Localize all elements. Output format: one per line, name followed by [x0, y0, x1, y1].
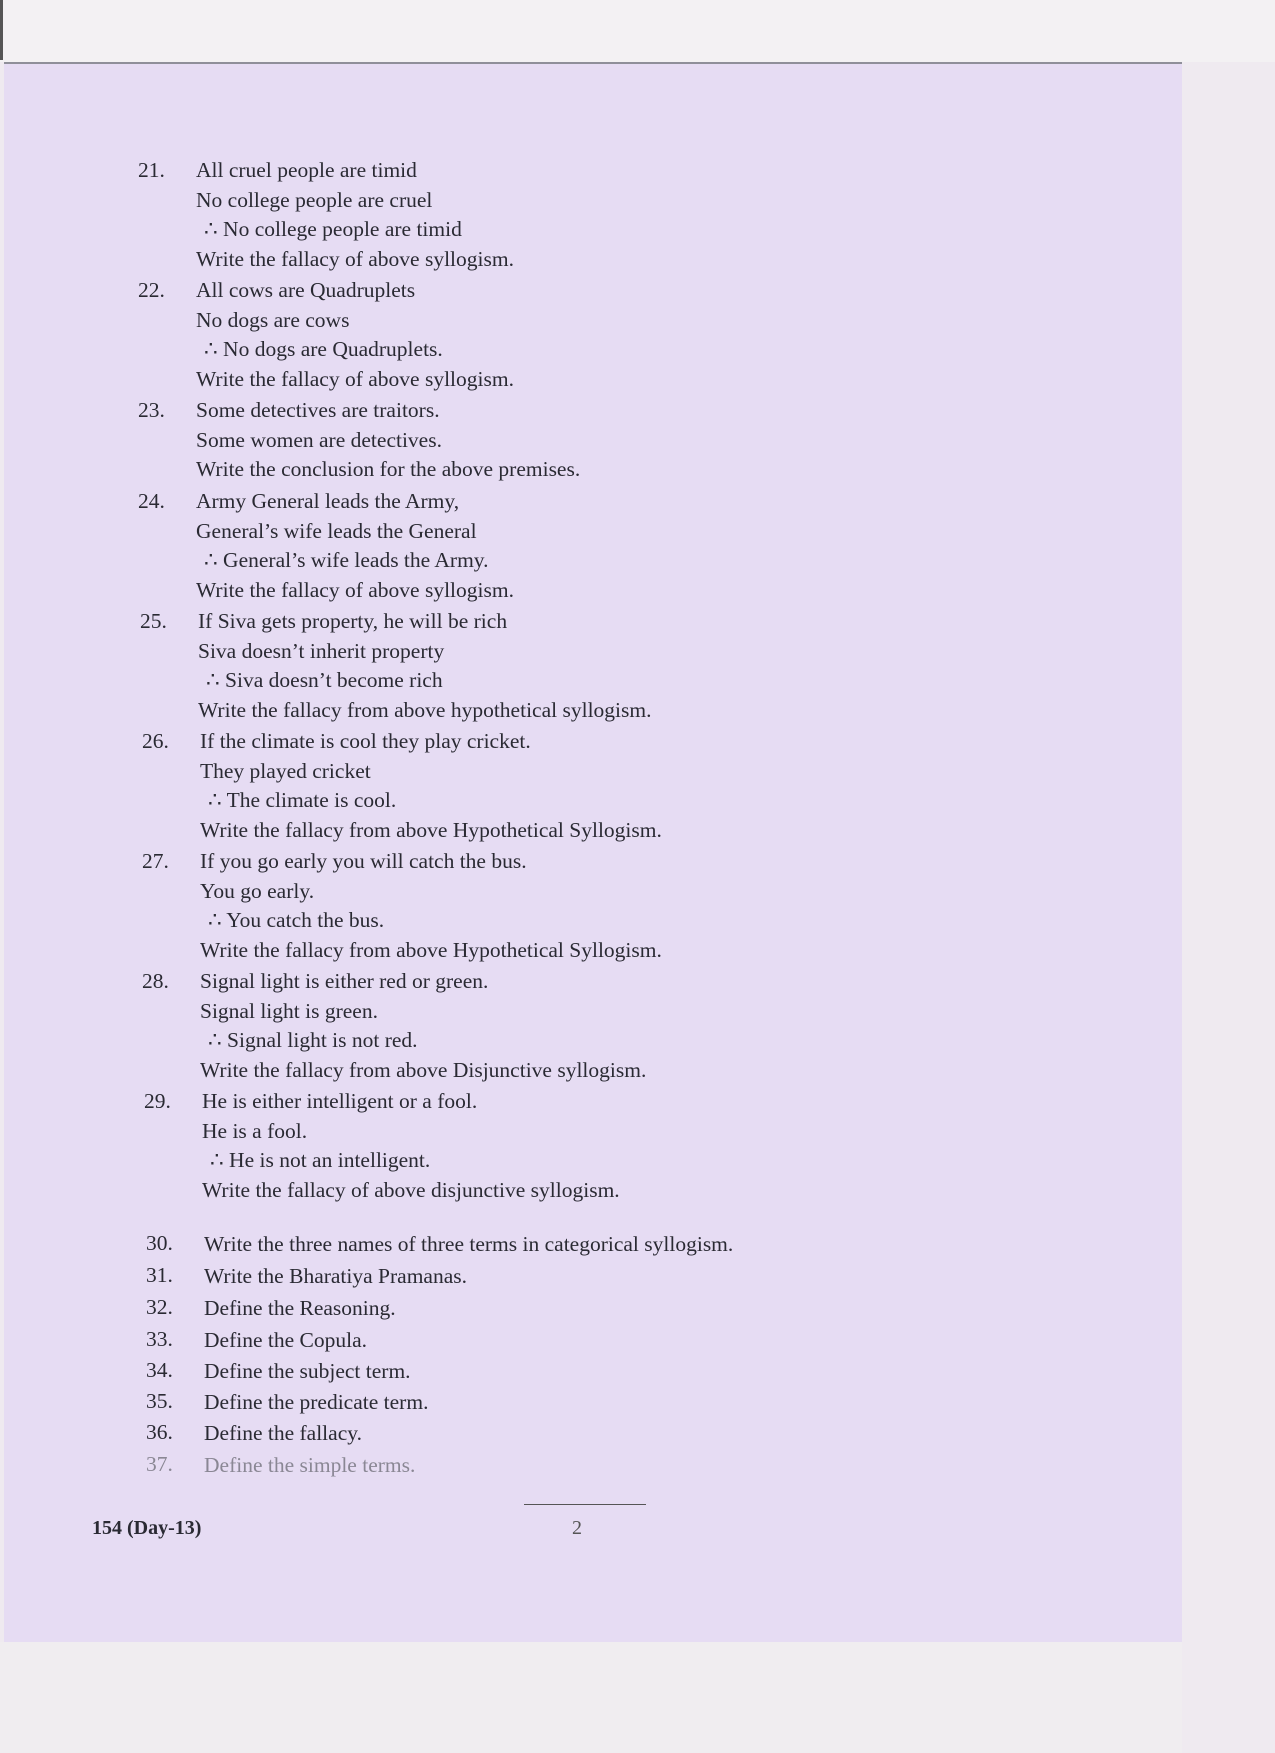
- page-number: 2: [572, 1517, 582, 1539]
- premise-line: He is either intelligent or a fool.: [202, 1089, 478, 1113]
- scan-background-bottom: [0, 1642, 1182, 1753]
- premise-line: No college people are cruel: [196, 187, 433, 212]
- instruction-line: Write the fallacy from above Hypothetical Syllogism.: [200, 817, 662, 842]
- conclusion-line: ∴ No dogs are Quadruplets.: [204, 337, 443, 361]
- question-number: 37.: [146, 1452, 173, 1476]
- question-text: Define the subject term.: [204, 1359, 411, 1383]
- premise-line: You go early.: [200, 878, 315, 903]
- question-number: 24.: [138, 489, 165, 513]
- question-number: 25.: [140, 609, 167, 633]
- question-number: 27.: [142, 849, 169, 873]
- premise-line: Army General leads the Army,: [196, 489, 460, 513]
- instruction-line: Write the fallacy of above syllogism.: [196, 366, 514, 391]
- question-text: Define the predicate term.: [204, 1390, 429, 1414]
- question-number: 33.: [146, 1327, 173, 1351]
- premise-line: Some detectives are traitors.: [196, 398, 440, 422]
- conclusion-line: ∴ He is not an intelligent.: [210, 1148, 431, 1172]
- question-number: 21.: [138, 158, 165, 182]
- premise-line: No dogs are cows: [196, 307, 350, 332]
- conclusion-line: ∴ No college people are timid: [204, 217, 462, 241]
- question-number: 30.: [146, 1231, 173, 1255]
- conclusion-line: ∴ General’s wife leads the Army.: [204, 548, 489, 572]
- scan-background-right: [1182, 62, 1275, 1753]
- question-number: 34.: [146, 1358, 173, 1382]
- question-number: 35.: [146, 1389, 173, 1413]
- paper-code: 154 (Day-13): [92, 1517, 202, 1539]
- premise-line: They played cricket: [200, 758, 371, 783]
- footer-divider: [524, 1504, 646, 1505]
- premise-line: If the climate is cool they play cricket.: [200, 729, 531, 753]
- premise-line: All cruel people are timid: [196, 158, 417, 182]
- scan-edge-mark: [0, 0, 3, 60]
- conclusion-line: ∴ You catch the bus.: [208, 908, 385, 932]
- question-number: 29.: [144, 1089, 171, 1113]
- instruction-line: Write the fallacy of above disjunctive syllogism.: [202, 1177, 620, 1202]
- question-number: 32.: [146, 1295, 173, 1319]
- question-text: Write the three names of three terms in categorical syllogism.: [204, 1232, 734, 1256]
- premise-line: Some women are detectives.: [196, 427, 442, 452]
- instruction-line: Write the fallacy of above syllogism.: [196, 246, 514, 271]
- conclusion-line: ∴ The climate is cool.: [208, 788, 397, 812]
- instruction-line: Write the conclusion for the above premises.: [196, 457, 581, 481]
- conclusion-line: ∴ Siva doesn’t become rich: [206, 668, 443, 692]
- premise-line: General’s wife leads the General: [196, 518, 477, 543]
- instruction-line: Write the fallacy of above syllogism.: [196, 577, 514, 602]
- conclusion-line: ∴ Signal light is not red.: [208, 1028, 418, 1052]
- scan-background-top: [0, 0, 1275, 62]
- question-text: Define the fallacy.: [204, 1421, 362, 1445]
- premise-line: If Siva gets property, he will be rich: [198, 609, 508, 633]
- instruction-line: Write the fallacy from above Hypothetical Syllogism.: [200, 937, 662, 962]
- question-number: 22.: [138, 278, 165, 302]
- premise-line: He is a fool.: [202, 1118, 308, 1143]
- premise-line: All cows are Quadruplets: [196, 278, 416, 302]
- question-number: 26.: [142, 729, 169, 753]
- question-text: Define the Reasoning.: [204, 1296, 396, 1320]
- question-text: Define the simple terms.: [204, 1453, 416, 1477]
- question-number: 23.: [138, 398, 165, 422]
- premise-line: Signal light is either red or green.: [200, 969, 489, 993]
- premise-line: Signal light is green.: [200, 998, 378, 1023]
- question-text: Write the Bharatiya Pramanas.: [204, 1264, 468, 1288]
- premise-line: If you go early you will catch the bus.: [200, 849, 527, 873]
- question-number: 31.: [146, 1263, 173, 1287]
- instruction-line: Write the fallacy from above Disjunctive syllogism.: [200, 1057, 647, 1082]
- question-text: Define the Copula.: [204, 1328, 367, 1352]
- instruction-line: Write the fallacy from above hypothetical syllogism.: [198, 697, 652, 722]
- question-number: 36.: [146, 1420, 173, 1444]
- premise-line: Siva doesn’t inherit property: [198, 638, 445, 663]
- question-number: 28.: [142, 969, 169, 993]
